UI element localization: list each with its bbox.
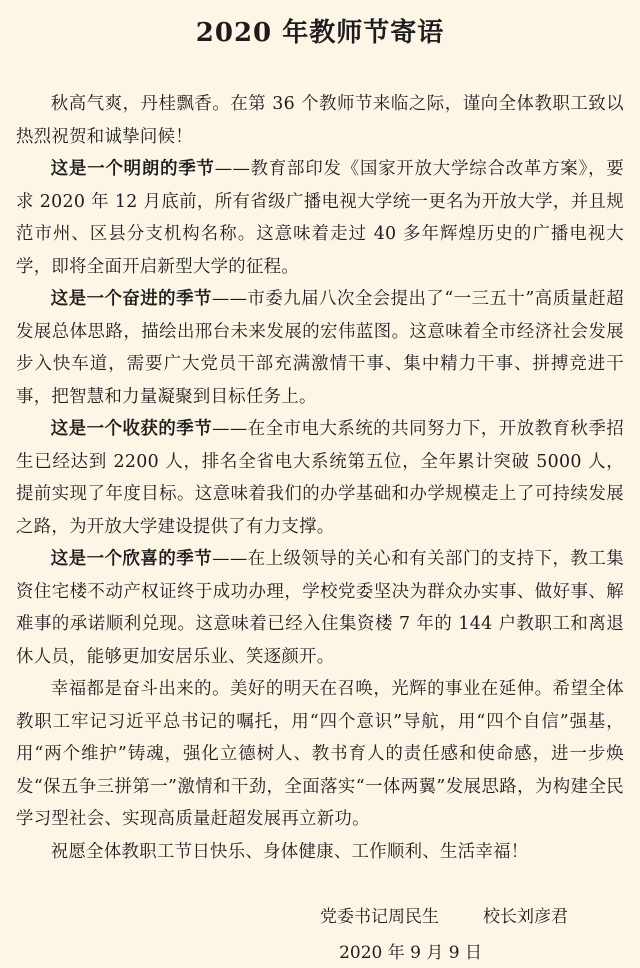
paragraph-wishes [16, 836, 624, 869]
letter-date: 2020 年 9 月 9 日 [339, 943, 482, 963]
page-title: 2020 年教师节寄语 [195, 18, 445, 48]
paragraph-text: ——在全市电大系统的共同努力下，开放教育秋季招生已经达到 2200 人，排名全省电大系统第五位，全年累计突破 5000 人，提前实现了年度目标。这意味着我们的办学基础和办学规模走上了可持续发展之路，为开放大学建设提供了有力支撑。 [16, 419, 625, 537]
paragraph-text: 幸福都是奋斗出来的。美好的明天在召唤，光辉的事业在延伸。希望全体教职工牢记习近平总书记的嘱托，用“四个意识”导航，用“四个自信”强基，用“两个维护”铸魂，强化立德树人、教书育人的责任感和使命感，进一步焕发“保五争三拼第一”激情和干劲，全面落实“一体两翼”发展思路，为构建全民学习型社会、实现高质量赶超发展再立新功。 [16, 679, 624, 829]
paragraph-text: ——教育部印发《国家开放大学综合改革方案》，要求 2020 年 12 月底前，所有省级广播电视大学统一更名为开放大学，并且规范市州、区县分支机构名称。这意味着走过 40 多年辉煌历史的广播电视大学，即将全面开启新型大学的征程。 [16, 159, 625, 277]
letter-body [16, 88, 624, 868]
paragraph-lead: 这是一个奋进的季节 [50, 289, 212, 309]
paragraph-text: 祝愿全体教职工节日快乐、身体健康、工作顺利、生活幸福！ [50, 841, 529, 862]
paragraph-lead: 这是一个欣喜的季节 [50, 549, 213, 569]
signature-party-secretary: 党委书记周民生 [320, 907, 439, 927]
paragraph-text: 秋高气爽，丹桂飘香。在第 36 个教师节来临之际，谨向全体教职工致以热烈祝贺和诚挚问候！ [16, 94, 624, 147]
paragraph-text: ——在上级领导的关心和有关部门的支持下，教工集资住宅楼不动产权证终于成功办理，学校党委坚决为群众办实事、做好事、解难事的承诺顺利兑现。这意味着已经入住集资楼 7 年的 144 户教职工和离退休人员，能够更加安居乐业、笑逐颜开。 [16, 549, 625, 667]
paragraph-bright-season [16, 153, 624, 283]
paragraph-text: ——市委九届八次全会提出了“一三五十”高质量赶超发展总体思路，描绘出邢台未来发展的宏伟蓝图。这意味着全市经济社会发展步入快车道，需要广大党员干部充满激情干事、集中精力干事、拼搏竞进干事，把智慧和力量凝聚到目标任务上。 [16, 289, 624, 407]
paragraph-lead: 这是一个收获的季节 [50, 419, 213, 439]
paragraph-striving-season [16, 283, 624, 413]
paragraph-hope [16, 673, 624, 836]
signature-row [16, 902, 624, 932]
paragraph-harvest-season [16, 413, 624, 543]
paragraph-lead: 这是一个明朗的季节 [50, 159, 215, 179]
signature-president: 校长刘彦君 [483, 907, 568, 927]
paragraph-greeting [16, 88, 624, 153]
paragraph-joyful-season [16, 543, 624, 673]
